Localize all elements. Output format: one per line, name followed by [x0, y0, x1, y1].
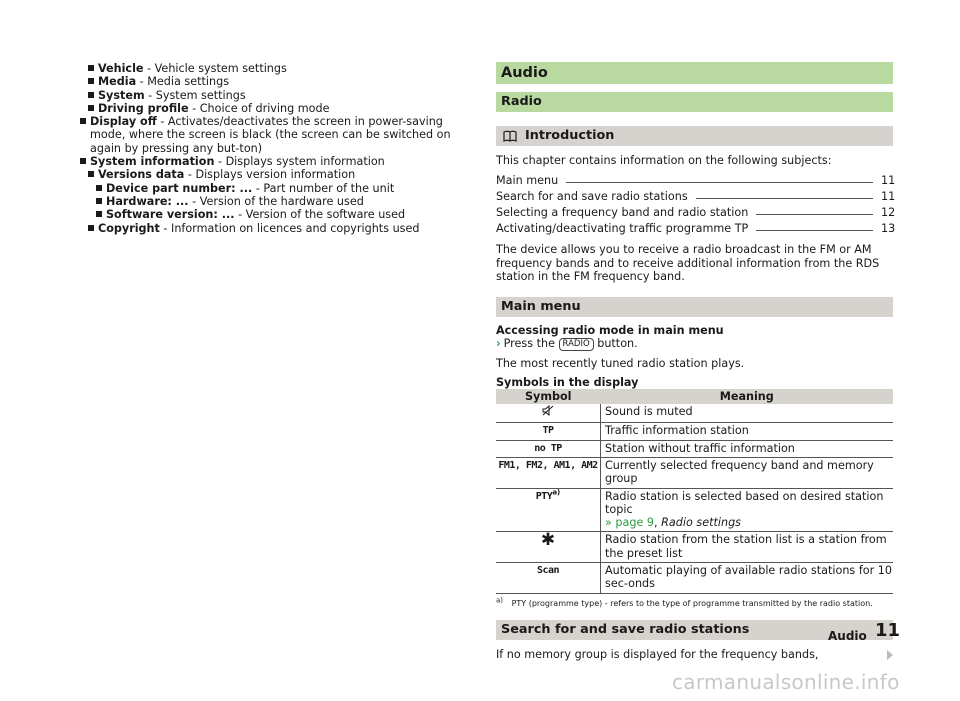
- meaning-cell: Radio station is selected based on desired station topic » page 9, Radio settings: [601, 488, 894, 532]
- toc-leader: [566, 182, 873, 183]
- table-row: [496, 532, 893, 563]
- toc-entry[interactable]: [496, 219, 896, 235]
- recent-station-text: The most recently tuned radio station plays.: [496, 357, 745, 371]
- radio-key: RADIO: [559, 338, 594, 351]
- page-link[interactable]: » page 9: [605, 516, 655, 530]
- item-description: - Version of the software used: [234, 208, 406, 222]
- list-item: [96, 208, 480, 221]
- toc-page: 11: [881, 174, 896, 187]
- toc-entry[interactable]: [496, 187, 896, 203]
- item-term: Software version: ...: [106, 208, 235, 222]
- item-term: Copyright: [98, 221, 160, 235]
- meaning-text: Currently selected frequency band and memory group: [605, 458, 874, 486]
- bullet-icon: [88, 225, 94, 231]
- accessing-heading: Accessing radio mode in main menu: [496, 324, 724, 338]
- meaning-cell: [601, 423, 894, 440]
- footer-section-title: Audio: [828, 629, 867, 643]
- meaning-text: Station without traffic information: [605, 441, 795, 455]
- press-prefix: Press the: [503, 337, 555, 351]
- section-heading-radio: Radio: [496, 92, 893, 112]
- search-text: If no memory group is displayed for the frequency bands,: [496, 647, 819, 661]
- list-item: [88, 102, 480, 115]
- list-item: [88, 222, 480, 235]
- symbol-cell: [496, 404, 601, 423]
- item-term: System information: [90, 155, 215, 169]
- meaning-text: Traffic information station: [605, 424, 749, 438]
- item-description: - Version of the hardware used: [188, 194, 364, 208]
- intro-text: This chapter contains information on the following subjects:: [496, 154, 832, 167]
- list-item: [80, 115, 480, 155]
- symbol-text: FM1, FM2, AM1, AM2: [498, 459, 598, 471]
- item-term: Display off: [90, 115, 157, 129]
- toc-leader: [756, 230, 873, 231]
- symbol-column-header: Symbol: [496, 389, 601, 404]
- introduction-heading-text: Introduction: [525, 128, 615, 143]
- right-column: [496, 62, 896, 661]
- table-row: [496, 457, 893, 488]
- meaning-cell: [601, 457, 894, 488]
- toc-entry[interactable]: [496, 203, 896, 219]
- bullet-icon: [88, 78, 94, 84]
- item-term: Versions data: [98, 168, 185, 182]
- footnote-text: PTY (programme type) - refers to the type of programme transmitted by the radio station.: [511, 598, 873, 608]
- step-arrow-icon: ›: [496, 337, 501, 351]
- item-description: - Media settings: [136, 75, 230, 89]
- item-description: - System settings: [144, 88, 246, 102]
- list-item: [96, 182, 480, 195]
- search-heading: Search for and save radio stations: [496, 620, 893, 640]
- symbol-text: Scan: [536, 565, 560, 577]
- chapter-heading-audio: Audio: [496, 62, 893, 84]
- main-menu-heading: Main menu: [496, 297, 893, 317]
- toc-title: Main menu: [496, 174, 559, 187]
- intro-body: The device allows you to receive a radio broadcast in the FM or AM frequency bands and to receive additional information from the RDS station in the FM frequency band.: [496, 243, 880, 283]
- list-item: [88, 168, 480, 181]
- table-row: [496, 563, 893, 594]
- continue-arrow-icon: [887, 650, 893, 660]
- item-description: - Part number of the unit: [252, 181, 395, 195]
- meaning-cell: [601, 563, 894, 594]
- item-term: System: [98, 88, 145, 102]
- meaning-text: Radio station is selected based on desired station topic: [605, 489, 884, 516]
- toc-page: 12: [881, 206, 896, 219]
- meaning-text: Sound is muted: [605, 405, 693, 419]
- footnote: [496, 595, 893, 609]
- toc-title: Activating/deactivating traffic programme TP: [496, 222, 749, 235]
- toc-page: 11: [881, 190, 896, 203]
- toc-entry[interactable]: [496, 171, 896, 187]
- item-description: - Displays version information: [184, 168, 356, 182]
- item-term: Media: [98, 75, 137, 89]
- table-row: [496, 423, 893, 440]
- symbol-cell: [496, 532, 601, 563]
- item-description: - Vehicle system settings: [143, 62, 287, 75]
- meaning-text: Automatic playing of available radio stations for 10 sec-onds: [605, 564, 892, 591]
- table-of-contents: [496, 171, 896, 235]
- toc-title: Selecting a frequency band and radio station: [496, 206, 749, 219]
- table-row: [496, 488, 893, 532]
- bullet-icon: [96, 185, 102, 191]
- toc-leader: [756, 214, 873, 215]
- item-term: Device part number: ...: [106, 181, 253, 195]
- link-title[interactable]: Radio settings: [661, 516, 742, 530]
- symbol-cell: [496, 488, 601, 532]
- item-description: - Displays system information: [214, 155, 385, 169]
- bullet-icon: [88, 92, 94, 98]
- toc-title: Search for and save radio stations: [496, 190, 688, 203]
- press-radio-instruction: [496, 337, 893, 351]
- list-item: [88, 62, 480, 75]
- watermark: carmanualsonline.info: [672, 670, 900, 694]
- left-column: [80, 62, 480, 235]
- introduction-heading: [496, 126, 893, 146]
- symbol-text: no TP: [534, 442, 562, 454]
- muted-speaker-icon: [542, 407, 554, 419]
- symbol-text: TP: [542, 425, 554, 437]
- footnote-mark: a): [496, 595, 504, 604]
- bullet-icon: [88, 105, 94, 111]
- book-icon: [503, 130, 517, 142]
- symbols-table: [496, 389, 893, 594]
- symbol-cell: [496, 423, 601, 440]
- bullet-icon: [88, 171, 94, 177]
- item-term: Vehicle: [98, 62, 144, 75]
- symbol-cell: [496, 440, 601, 457]
- footnote-ref: a): [552, 488, 561, 497]
- toc-page: 13: [881, 222, 896, 235]
- footer-page-number: 11: [875, 620, 901, 641]
- bullet-icon: [80, 158, 86, 164]
- list-item: [88, 75, 480, 88]
- bullet-icon: [88, 65, 94, 71]
- bullet-icon: [96, 198, 102, 204]
- symbol-cell: [496, 563, 601, 594]
- press-suffix: button.: [593, 337, 638, 351]
- table-row: [496, 404, 893, 423]
- item-description: - Information on licences and copyrights used: [159, 221, 420, 235]
- symbol-cell: [496, 457, 601, 488]
- meaning-cell: [601, 532, 894, 563]
- bullet-icon: [80, 118, 86, 124]
- list-item: [88, 89, 480, 102]
- symbols-heading: Symbols in the display: [496, 375, 639, 389]
- item-term: Driving profile: [98, 101, 189, 115]
- asterisk-icon: ✱: [540, 530, 556, 551]
- item-description: - Choice of driving mode: [188, 101, 330, 115]
- table-row: [496, 440, 893, 457]
- list-item: [96, 195, 480, 208]
- bullet-icon: [96, 211, 102, 217]
- meaning-column-header: Meaning: [601, 389, 894, 404]
- settings-list: [80, 62, 480, 235]
- symbol-text: PTY: [535, 490, 553, 502]
- meaning-cell: [601, 440, 894, 457]
- meaning-text: Radio station from the station list is a station from the preset list: [605, 533, 887, 560]
- meaning-cell: [601, 404, 894, 423]
- toc-leader: [696, 198, 873, 199]
- item-description: - Activates/deactivates the screen in power-saving mode, where the screen is black (the screen can be switched on again by pressing any but-ton): [90, 115, 451, 155]
- list-item: [80, 155, 480, 168]
- item-term: Hardware: ...: [106, 194, 189, 208]
